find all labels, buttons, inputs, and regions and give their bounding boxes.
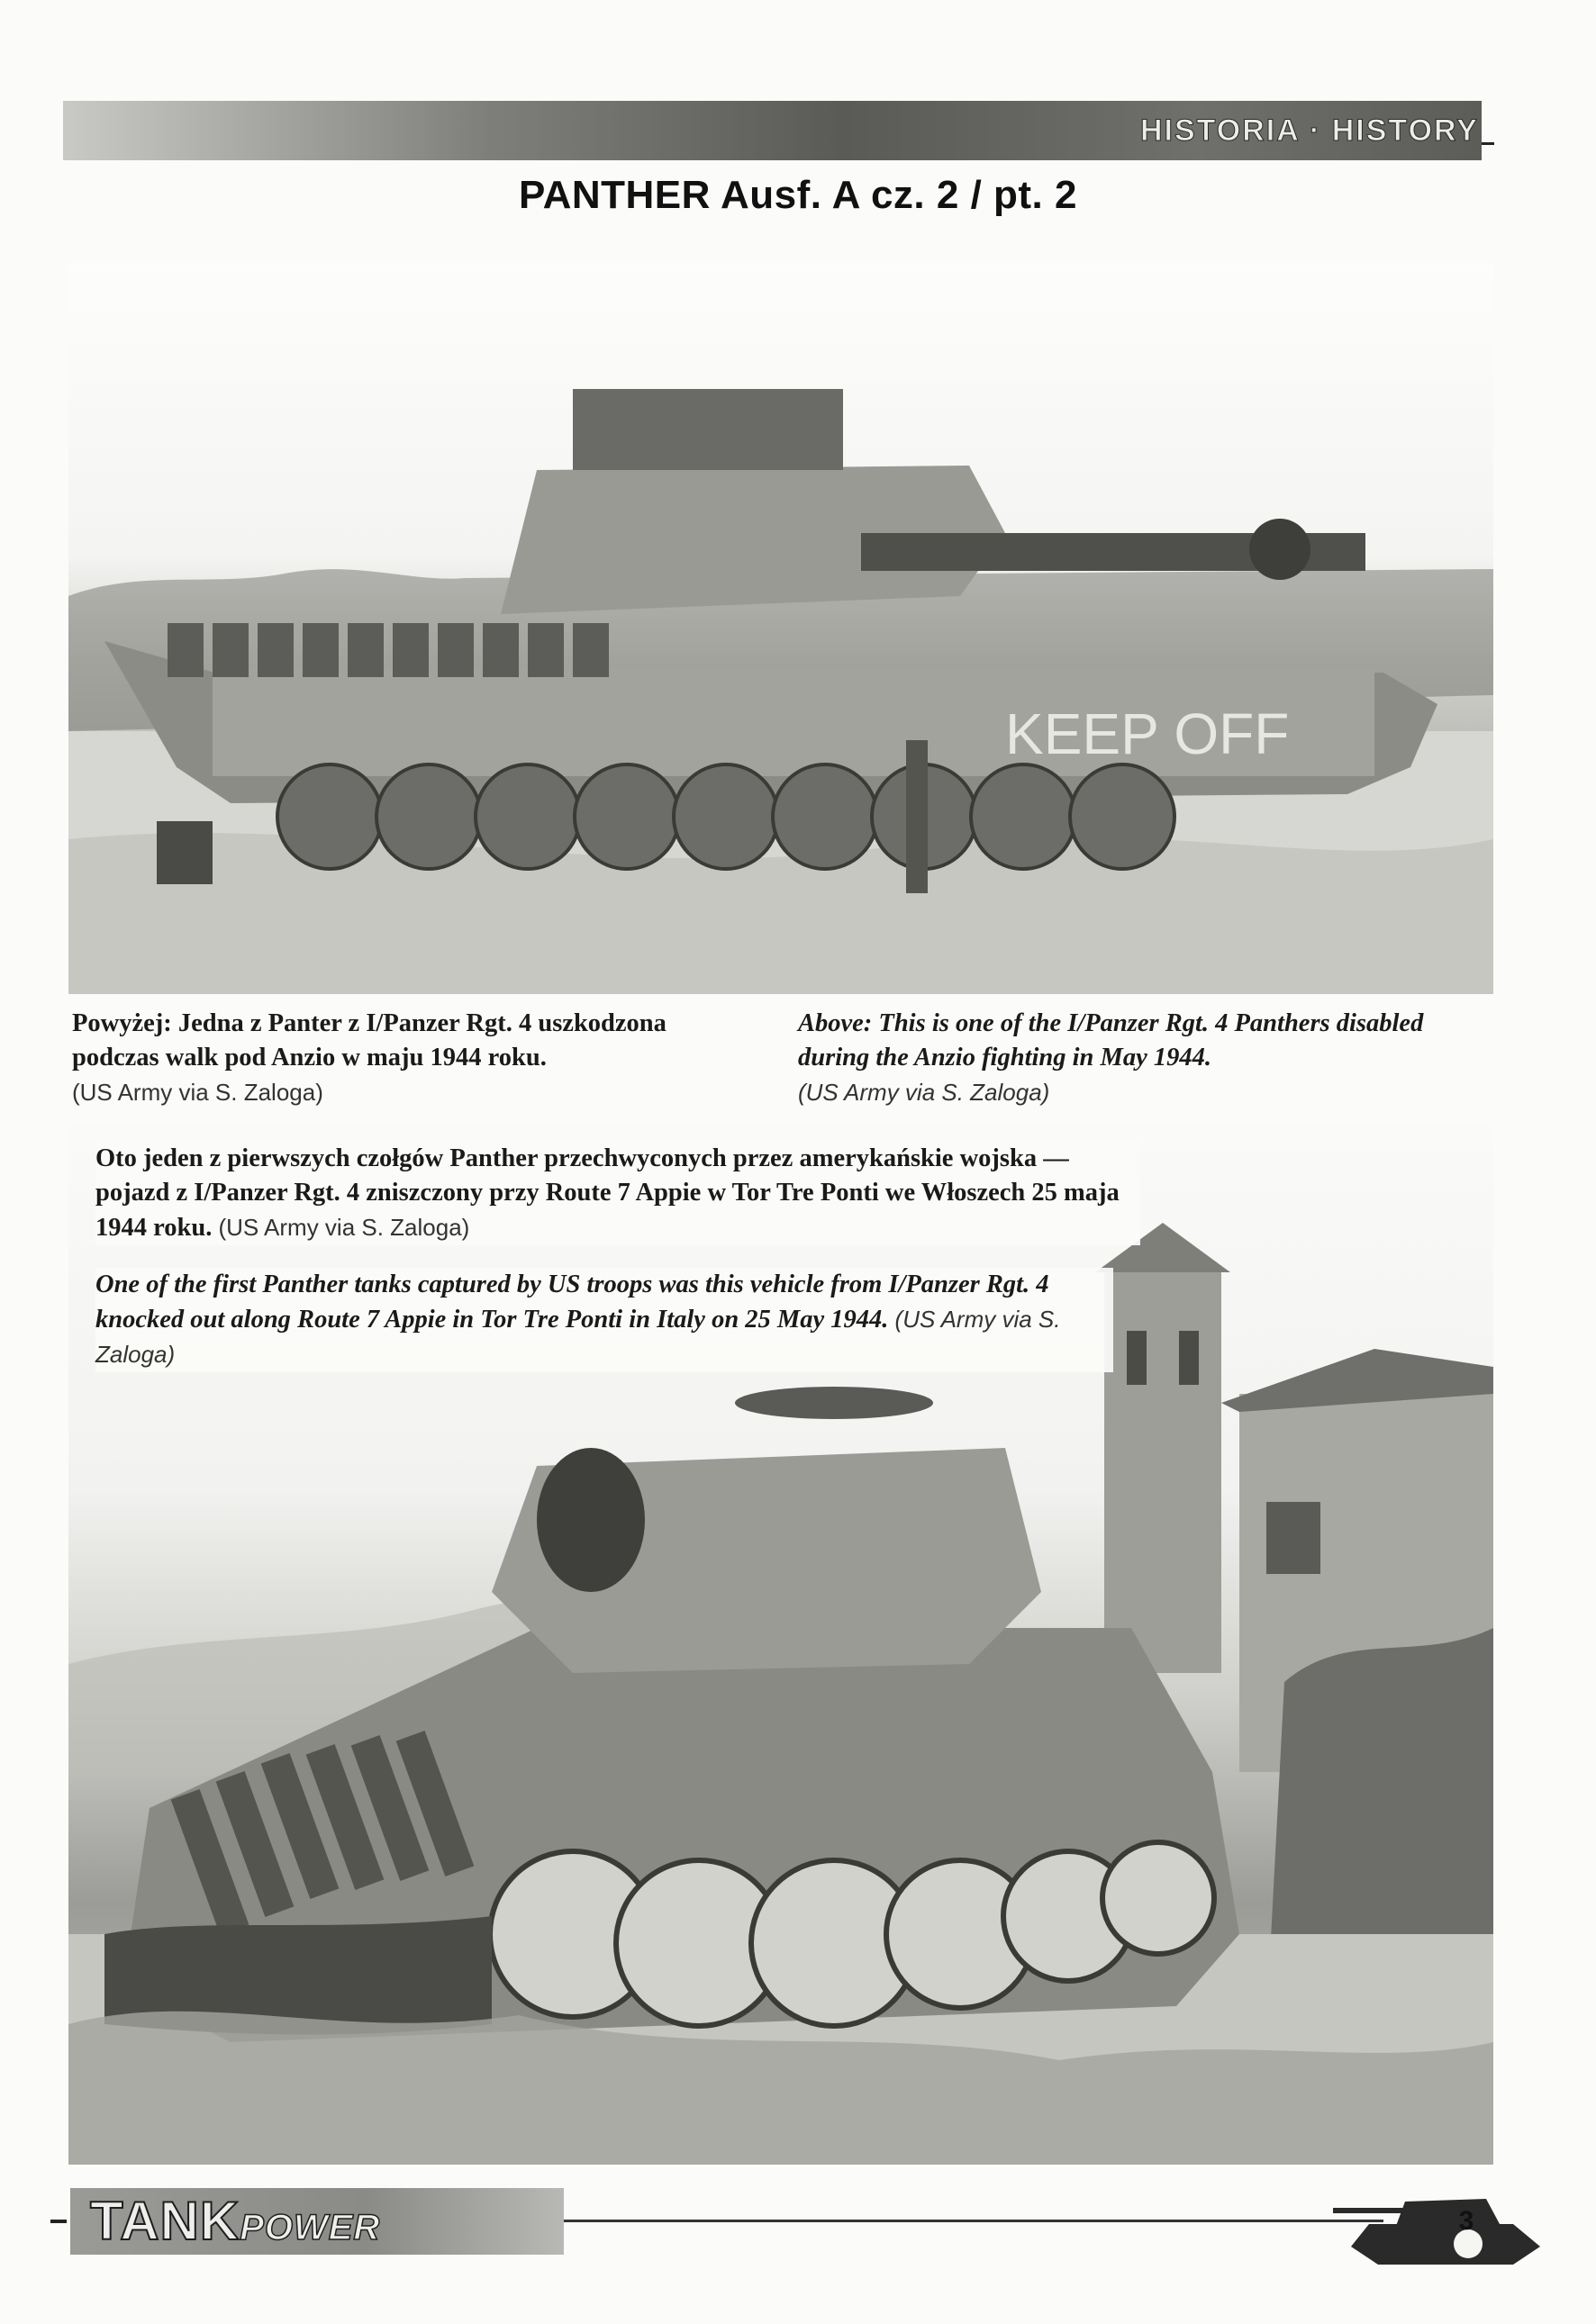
caption-main-polish-credit: (US Army via S. Zaloga) [218,1214,470,1241]
brand-logo-sub: POWER [240,2208,381,2247]
page-number: 3 [1458,2206,1474,2236]
brand-logo [90,2188,380,2261]
caption-main-english-text: One of the first Panther tanks captured by US troops was this vehicle from I/Panzer Rgt. 4 knocked out along Route 7 Appie in Tor Tre Ponti in Italy on 25 May 1944. [95,1271,1049,1334]
footer-dash [50,2220,67,2223]
caption-top-polish-text: Powyżej: Jedna z Panter z I/Panzer Rgt. 4 uszkodzona podczas walk pod Anzio w maju 1944 roku. [72,1009,667,1072]
caption-top-english [798,1007,1483,1110]
caption-main-polish-text: Oto jeden z pierwszych czołgów Panther przechwyconych przez amerykańskie wojska — pojazd z I/Panzer Rgt. 4 zniszczony przy Route 7 Appie w Tor Tre Ponti we Włoszech 25 maja 1944 roku. [95,1144,1120,1242]
footer-rule [564,2220,1383,2222]
caption-main-polish [95,1142,1140,1245]
photo-panther-anzio [68,263,1493,994]
article-title: PANTHER Ausf. A cz. 2 / pt. 2 [519,173,1077,217]
caption-main-english [95,1268,1113,1372]
caption-top-english-text: Above: This is one of the I/Panzer Rgt. 4 Panthers disabled during the Anzio fighting in May 1944. [798,1009,1424,1072]
hull-chalk-text: KEEP OFF [1005,701,1290,766]
header-rule-tick [1482,142,1494,145]
tank-silhouette-icon [1333,2161,1549,2269]
caption-top-polish-credit: (US Army via S. Zaloga) [72,1079,323,1106]
section-label: HISTORIA · HISTORY [1139,113,1479,148]
caption-top-english-credit: (US Army via S. Zaloga) [798,1079,1050,1106]
caption-main-english-credit: (US Army via S. Zaloga) [95,1306,1061,1368]
caption-top-polish [72,1007,757,1110]
photo-panther-anzio-illustration [68,263,1493,994]
brand-logo-main: TANK [90,2191,240,2251]
